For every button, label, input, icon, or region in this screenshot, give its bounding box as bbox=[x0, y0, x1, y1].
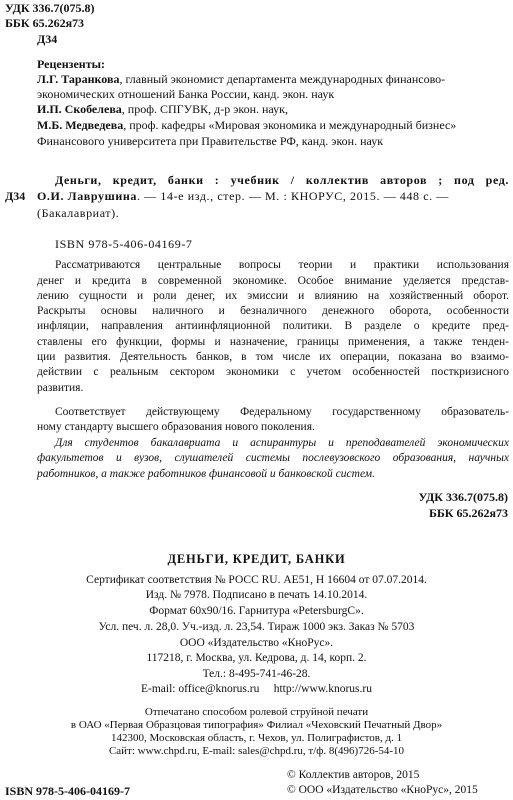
reviewer-1 bbox=[37, 72, 445, 86]
biblio-series: (Бакалавриат). bbox=[37, 206, 120, 220]
abstract-line: инфляции, направления антиинфляционной политики. В разделе о кредите пред- bbox=[37, 320, 509, 332]
copyright-authors: © Коллектив авторов, 2015 bbox=[287, 769, 420, 781]
reviewers-title: Рецензенты: bbox=[37, 57, 105, 71]
printer-line: Отпечатано способом ролевой струйной печати bbox=[144, 706, 369, 718]
reviewer-2 bbox=[37, 102, 288, 116]
reviewer-1-name: Л.Г. Таранкова bbox=[37, 72, 120, 86]
compliance-line: ному стандарту высшего образования нового поколения. bbox=[37, 421, 315, 433]
imprint-line: Изд. № 7978. Подписано в печать 14.10.2014. bbox=[145, 589, 368, 601]
printer-line: Сайт: www.chpd.ru, E-mail: sales@chpd.ru, т/ф. 8(496)726-54-10 bbox=[108, 745, 405, 757]
footer-isbn: ISBN 978-5-406-04169-7 bbox=[5, 784, 130, 798]
biblio-code: Д34 bbox=[5, 189, 26, 203]
bbk-code-right: ББК 65.262я73 bbox=[428, 506, 508, 520]
reviewer-3-details: , проф. кафедры «Мировая экономика и международный бизнес» bbox=[123, 118, 457, 132]
audience-line: Для студентов бакалавриата и аспирантуры и преподавателей экономических bbox=[55, 437, 509, 449]
imprint-line: ООО «Издательство «КноРус». bbox=[179, 637, 334, 649]
biblio-line-2 bbox=[37, 189, 509, 203]
audience-line: работников, а также работников финансовой и банковской систем. bbox=[37, 468, 375, 480]
biblio-editor: О.И. Лаврушина bbox=[37, 189, 137, 203]
printer-line: в ОАО «Первая Образцовая типография» Филиал «Чеховский Печатный Двор» bbox=[70, 719, 443, 731]
author-index: Д34 bbox=[37, 32, 58, 46]
imprint-line: 117218, г. Москва, ул. Кедрова, д. 14, корп. 2. bbox=[146, 652, 367, 664]
audience-line: факультетов и вузов, слушателей системы послевузовского образования, научных bbox=[37, 452, 509, 464]
udk-code-right: УДК 336.7(075.8) bbox=[418, 490, 508, 504]
udk-code: УДК 336.7(075.8) bbox=[5, 1, 95, 15]
abstract-line: денег и кредита в современной экономике. Особое внимание уделяется представ- bbox=[37, 275, 509, 287]
reviewer-2-details: , проф. СПГУВК, д-р экон. наук, bbox=[121, 102, 288, 116]
reviewer-1-line2: экономических отношений Банка России, канд. экон. наук bbox=[37, 87, 335, 101]
reviewer-3-line2: Финансового университета при Правительстве РФ, канд. экон. наук bbox=[37, 134, 384, 148]
biblio-line-1 bbox=[55, 173, 509, 187]
abstract-line: Раскрыты основы наличного и безналичного денежного оборота, особенности bbox=[37, 305, 509, 317]
abstract-line: лению сущности и роли денег, их эмиссии и влиянию на хозяйственный оборот. bbox=[37, 290, 509, 302]
biblio-edition: . — 14-е изд., стер. — М. : КНОРУС, 2015. — 448 с. — bbox=[136, 189, 449, 203]
imprint-line: Формат 60х90/16. Гарнитура «PetersburgC». bbox=[149, 605, 364, 617]
reviewer-3 bbox=[37, 118, 456, 132]
imprint-line: Усл. печ. л. 28,0. Уч.-изд. л. 23,54. Тираж 1000 экз. Заказ № 5703 bbox=[98, 621, 415, 633]
bbk-code: ББК 65.262я73 bbox=[5, 16, 85, 30]
abstract-line: действии с реальным сектором экономики с учетом особенностей посткризисного bbox=[37, 366, 509, 378]
reviewer-3-name: М.Б. Медведева bbox=[37, 118, 124, 132]
reviewer-2-name: И.П. Скобелева bbox=[37, 102, 122, 116]
imprint-line: E-mail: office@knorus.ru http://www.knorus.ru bbox=[141, 683, 372, 695]
imprint-line: Сертификат соответствия № РОСС RU. АЕ51, Н 16604 от 07.07.2014. bbox=[86, 574, 427, 586]
compliance-line: Соответствует действующему Федеральному государственному образователь- bbox=[55, 406, 509, 418]
abstract-line: Рассматриваются центральные вопросы теории и практики использования bbox=[55, 259, 509, 271]
abstract-line: развития. bbox=[37, 382, 84, 394]
printer-line: 142300, Московская область, г. Чехов, ул. Полиграфистов, д. 1 bbox=[110, 732, 403, 744]
abstract-line: ставлены его функции, формы и назначение, границы применения, а также тенден- bbox=[37, 336, 509, 348]
imprint-line: Тел.: 8-495-741-46-28. bbox=[202, 668, 311, 680]
biblio-title: Деньги, кредит, банки : учебник / коллектив авторов ; под ред. bbox=[55, 173, 509, 187]
abstract-line: ции развития. Деятельность банков, в том числе их операции, показана во взаимо- bbox=[37, 351, 509, 363]
copyright-publisher: © ООО «Издательство «КноРус», 2015 bbox=[287, 784, 478, 796]
imprint-title: ДЕНЬГИ, КРЕДИТ, БАНКИ bbox=[167, 552, 346, 566]
reviewer-1-details: , главный экономист департамента международных финансово- bbox=[119, 72, 446, 86]
biblio-isbn: ISBN 978-5-406-04169-7 bbox=[55, 237, 193, 251]
